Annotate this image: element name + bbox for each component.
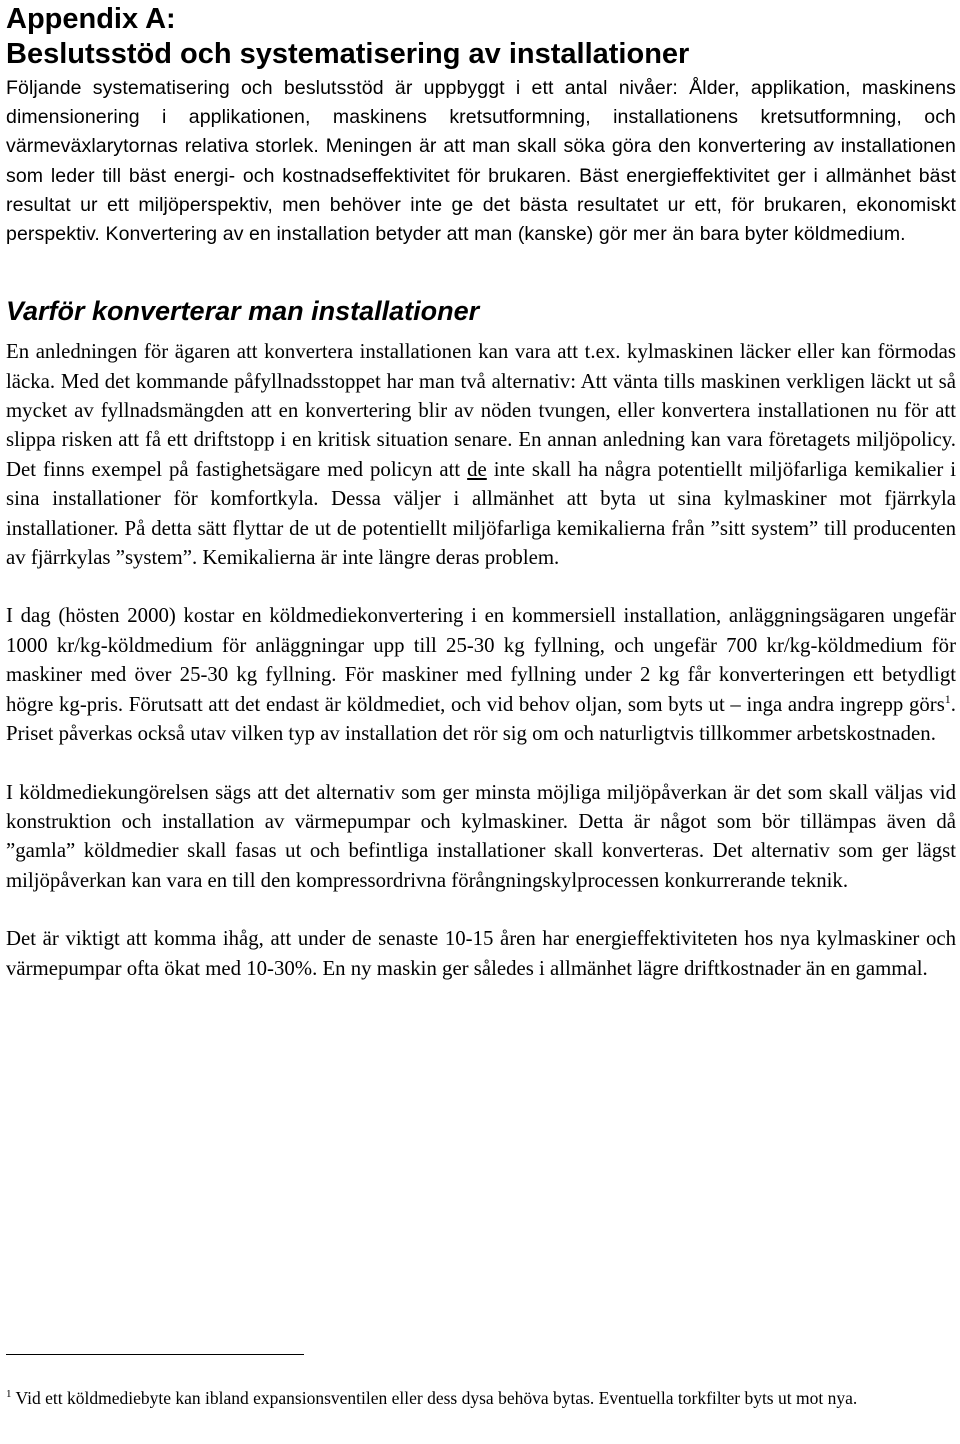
footnote-reference: 1 [944, 691, 951, 706]
appendix-title: Beslutsstöd och systematisering av installationer [6, 38, 690, 70]
footnote-text: Vid ett köldmediebyte kan ibland expansionsventilen eller dess dysa behöva bytas. Eventuella torkfilter byts ut mot nya. [11, 1388, 858, 1408]
underlined-word: de [467, 457, 487, 481]
section-heading: Varför konverterar man installationer [6, 296, 480, 327]
footnote-marker: 1 [6, 1388, 12, 1401]
paragraph-cost-part-a: I dag (hösten 2000) kostar en köldmediekonvertering i en kommersiell installation, anläggningsägaren ungefär 1000 kr/kg-köldmedium för anläggningar upp till 25-30 kg fyllning, och ungefär 700 kr/kg-köldmedium för maskiner med över 25-30 kg fyllning. För maskiner med fyllning under 2 kg får konverteringen ett betydligt högre kg-pris. Förutsatt att det endast är köldmediet, och vid behov oljan, som byts ut – inga andra ingrepp görs [6, 604, 956, 716]
paragraph-cost [6, 601, 956, 748]
paragraph-reasons-part-b: inte skall ha några potentiellt miljöfarliga kemikalier i sina installationer för komfortkyla. Dessa väljer i allmänhet att byta ut sina kylmaskiner mot fjärrkyla installationer. På detta sätt flyttar de ut de potentiellt miljöfarliga kemikalierna från ”sitt system” till producenten av fjärrkylas ”system”. Kemikalierna är inte längre deras problem. [6, 457, 957, 570]
paragraph-regulation: I köldmediekungörelsen sägs att det alternativ som ger minsta möjliga miljöpåverkan är det som skall väljas vid konstruktion och installation av värmepumpar och kylmaskiner. Detta är något som bör tillämpas även då ”gamla” köldmedier skall fasas ut och befintliga installationer skall konverteras. Det alternativ som ger lägst miljöpåverkan kan vara en till den kompressordrivna förångningskylprocessen konkurrerande teknik. [6, 780, 956, 892]
paragraph-cost-part-b: . Priset påverkas också utav vilken typ av installation det rör sig om och naturligtvis tillkommer arbetskostnaden. [6, 692, 956, 746]
paragraph-reasons-part-a: En anledningen för ägaren att konvertera installationen kan vara att t.ex. kylmaskinen läcker eller kan förmodas läcka. Med det kommande påfyllnadsstoppet har man två alternativ: Att vänta tills maskinen verkligen läckt ut så mycket av fyllnadsmängden att en konvertering blir av nöden tvungen, eller konvertera installationen nu för att slippa risken att få ett driftstopp i en kritisk situation senare. En annan anledning kan vara företagets miljöpolicy. Det finns exempel på fastighetsägare med policyn att [6, 340, 956, 481]
appendix-label: Appendix A: [6, 3, 176, 35]
paragraph-efficiency: Det är viktigt att komma ihåg, att under de senaste 10-15 åren har energieffektiviteten hos nya kylmaskiner och värmepumpar ofta ökat med 10-30%. En ny maskin ger således i allmänhet lägre driftkostnader än en gammal. [6, 927, 956, 980]
appendix-heading [6, 2, 956, 72]
footnote-separator [6, 1354, 304, 1355]
paragraph-reasons [6, 337, 956, 572]
footnote [6, 1386, 956, 1411]
document-page [6, 0, 956, 983]
intro-paragraph: Följande systematisering och beslutsstöd är uppbyggt i ett antal nivåer: Ålder, applikation, maskinens dimensionering i applikationen, maskinens kretsutformning, installationens kretsutformning, och värmeväxlarytornas relativa storlek. Meningen är att man skall söka göra den konvertering av installationen som leder till bäst energi- och kostnadseffektivitet för brukaren. Bäst energieffektivitet ger i allmänhet bäst resultat ur ett miljöperspektiv, men behöver inte ge det bästa resultatet ur ett, för brukaren, ekonomiskt perspektiv. Konvertering av en installation betyder att man (kanske) gör mer än bara byter köldmedium. [6, 77, 956, 246]
